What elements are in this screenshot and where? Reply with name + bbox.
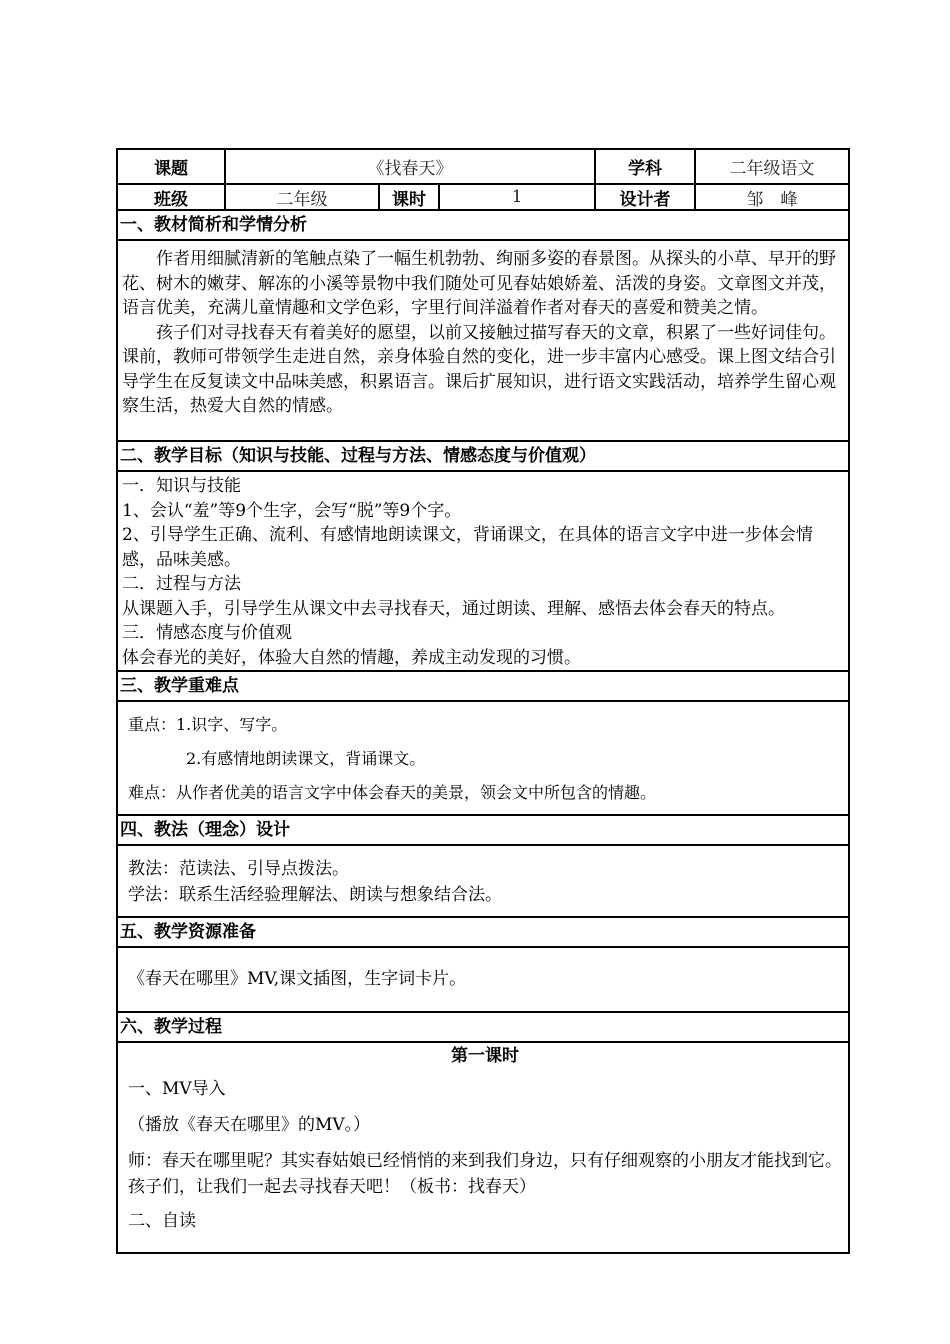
section-4-body xyxy=(118,846,512,916)
section-6-title: 六、教学过程 xyxy=(120,1017,222,1037)
section-2-title-row xyxy=(118,442,848,472)
section-6-title-row xyxy=(118,1013,848,1043)
section-4-title: 四、教法（理念）设计 xyxy=(120,820,290,840)
key-point-line: 重点：1.识字、写字。 xyxy=(128,715,288,734)
objective-line: 体会春光的美好，体验大自然的情趣，养成主动发现的习惯。 xyxy=(122,647,581,668)
subject-value: 二年级语文 xyxy=(729,159,815,179)
section-1-title: 一、教材简析和学情分析 xyxy=(120,215,307,235)
process-line: （播放《春天在哪里》的MV。） xyxy=(128,1115,371,1135)
objective-line: 三．情感态度与价值观 xyxy=(122,623,292,643)
analysis-paragraph-1: 作者用细腻清新的笔触点染了一幅生机勃勃、绚丽多姿的春景图。从探头的小草、早开的野花、树木的嫩芽、解冻的小溪等景物中我们随处可见春姑娘娇羞、活泼的身姿。文章图文并茂，语言优美，充满儿童情趣和文学色彩，字里行间洋溢着作者对春天的喜爱和赞美之情。 xyxy=(122,249,836,318)
section-2-title: 二、教学目标（知识与技能、过程与方法、情感态度与价值观） xyxy=(120,446,596,466)
period-value: 1 xyxy=(440,185,596,209)
topic-label: 课题 xyxy=(118,150,226,183)
section-5-body-row xyxy=(118,948,848,1013)
section-3-body xyxy=(118,702,666,814)
section-3-body-row xyxy=(118,702,848,816)
analysis-paragraph-2: 孩子们对寻找春天有着美好的愿望，以前又接触过描写春天的文章，积累了一些好词佳句。课前，教师可带领学生走进自然，亲身体验自然的变化，进一步丰富内心感受。课上图文结合引导学生在反复读文中品味美感，积累语言。课后扩展知识，进行语文实践活动，培养学生留心观察生活，热爱大自然的情感。 xyxy=(122,322,836,416)
section-3-title: 三、教学重难点 xyxy=(120,676,239,696)
objective-line: 一．知识与技能 xyxy=(122,476,241,496)
lesson-plan-table xyxy=(116,148,850,1254)
designer-value: 邹 峰 xyxy=(746,189,798,210)
class-value: 二年级 xyxy=(226,185,380,209)
process-line: 一、MV导入 xyxy=(128,1079,226,1099)
section-4-body-row xyxy=(118,846,848,918)
lesson-period-heading: 第一课时 xyxy=(451,1046,519,1066)
method-line: 学法：联系生活经验理解法、朗读与想象结合法。 xyxy=(128,885,502,905)
topic-value: 《找春天》 xyxy=(226,150,596,183)
objective-line: 2、引导学生正确、流利、有感情地朗读课文，背诵课文，在具体的语言文字中进一步体会情感，品味美感。 xyxy=(122,525,813,570)
section-5-body: 《春天在哪里》MV,课文插图，生字词卡片。 xyxy=(128,969,467,989)
objective-line: 1、会认“羞”等9个生字，会写“脱”等9个字。 xyxy=(122,500,462,521)
section-1-title-row xyxy=(118,211,848,241)
period-label: 课时 xyxy=(380,185,440,209)
process-line: 二、自读 xyxy=(128,1211,196,1231)
process-line: 师：春天在哪里呢？其实春姑娘已经悄悄的来到我们身边，只有仔细观察的小朋友才能找到它。孩子们，让我们一起去寻找春天吧！（板书：找春天） xyxy=(128,1151,842,1197)
objective-line: 从课题入手，引导学生从课文中去寻找春天，通过朗读、理解、感悟去体会春天的特点。 xyxy=(122,598,785,619)
header-row-1 xyxy=(118,150,848,185)
section-2-body xyxy=(118,472,848,670)
difficulty-line: 难点：从作者优美的语言文字中体会春天的美景，领会文中所包含的情趣。 xyxy=(128,783,657,802)
section-4-title-row xyxy=(118,816,848,846)
class-label: 班级 xyxy=(118,185,226,209)
section-5-title-row xyxy=(118,918,848,948)
section-1-body-row xyxy=(118,241,848,442)
section-6-body-row xyxy=(118,1043,848,1252)
subject-label: 学科 xyxy=(596,150,696,183)
method-line: 教法：范读法、引导点拨法。 xyxy=(128,859,349,879)
section-2-body-row xyxy=(118,472,848,672)
section-6-body xyxy=(118,1043,848,1252)
key-point-line: 2.有感情地朗读课文，背诵课文。 xyxy=(186,749,426,768)
designer-label: 设计者 xyxy=(596,185,696,209)
header-row-2 xyxy=(118,185,848,211)
section-3-title-row xyxy=(118,672,848,702)
objective-line: 二．过程与方法 xyxy=(122,574,241,594)
section-1-body xyxy=(118,241,848,440)
section-5-title: 五、教学资源准备 xyxy=(120,922,256,942)
